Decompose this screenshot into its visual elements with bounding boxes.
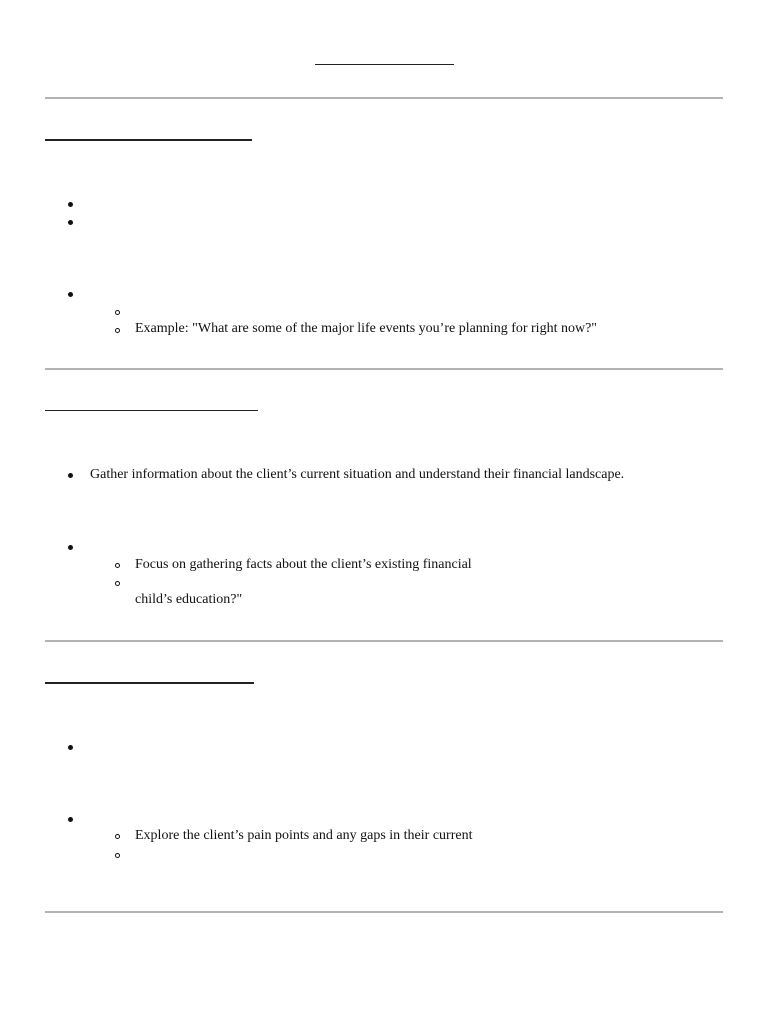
section-1-bullet-2 xyxy=(68,220,73,225)
section-2-sub-bullet-2 xyxy=(115,581,120,586)
section-divider-4 xyxy=(45,911,723,913)
section-3-sub-item-1: Explore the client’s pain points and any gaps in their current xyxy=(135,828,473,843)
section-divider-1 xyxy=(45,97,723,99)
section-1-heading-underline xyxy=(45,139,252,141)
section-2-sub-item-1: Focus on gathering facts about the client’s existing financial xyxy=(135,557,472,572)
section-2-bullet-1 xyxy=(68,473,73,478)
section-3-sub-bullet-1 xyxy=(115,834,120,839)
section-3-heading-underline xyxy=(45,682,254,684)
section-1-bullet-1 xyxy=(68,202,73,207)
section-3-bullet-1 xyxy=(68,745,73,750)
section-1-bullet-3 xyxy=(68,292,73,297)
section-1-sub-bullet-2 xyxy=(115,328,120,333)
section-1-sub-item-2: Example: "What are some of the major life events you’re planning for right now?" xyxy=(135,321,597,336)
section-2-sub-item-2-continuation: child’s education?" xyxy=(135,592,243,607)
section-2-sub-bullet-1 xyxy=(115,563,120,568)
section-2-bullet-2 xyxy=(68,545,73,550)
section-1-sub-bullet-1 xyxy=(115,310,120,315)
section-3-bullet-2 xyxy=(68,817,73,822)
section-divider-2 xyxy=(45,368,723,370)
section-divider-3 xyxy=(45,640,723,642)
section-2-heading-underline xyxy=(45,410,258,411)
title-underline xyxy=(315,64,454,65)
section-3-sub-bullet-2 xyxy=(115,853,120,858)
section-2-bullet-1-text: Gather information about the client’s current situation and understand their financial landscape. xyxy=(90,467,625,482)
